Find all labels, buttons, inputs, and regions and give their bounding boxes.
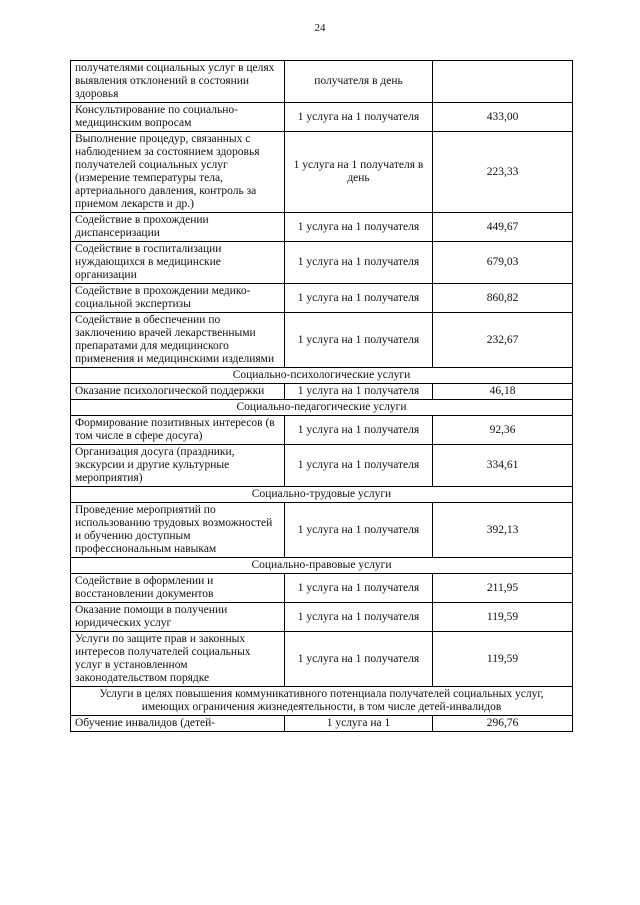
unit-cell: 1 услуга на 1 <box>285 716 433 732</box>
price-cell: 46,18 <box>433 384 573 400</box>
service-name-cell: Консультирование по социально-медицинским вопросам <box>71 103 285 132</box>
price-cell: 392,13 <box>433 503 573 558</box>
service-name-cell: Организация досуга (праздники, экскурсии и другие культурные мероприятия) <box>71 445 285 487</box>
page-number: 24 <box>314 22 326 34</box>
unit-cell: 1 услуга на 1 получателя <box>285 632 433 687</box>
unit-cell: 1 услуга на 1 получателя <box>285 574 433 603</box>
unit-cell: 1 услуга на 1 получателя <box>285 503 433 558</box>
unit-cell: 1 услуга на 1 получателя <box>285 284 433 313</box>
table-row <box>71 284 573 313</box>
section-title: Социально-правовые услуги <box>71 558 573 574</box>
table-row <box>71 632 573 687</box>
unit-cell: 1 услуга на 1 получателя <box>285 213 433 242</box>
price-cell: 92,36 <box>433 416 573 445</box>
table-row <box>71 574 573 603</box>
section-title: Социально-трудовые услуги <box>71 487 573 503</box>
section-title: Услуги в целях повышения коммуникативного потенциала получателей социальных услуг, имеющих ограничения жизнедеятельности, в том числе детей-инвалидов <box>71 687 573 716</box>
price-cell: 223,33 <box>433 132 573 213</box>
section-header-row <box>71 687 573 716</box>
service-name-cell: получателями социальных услуг в целях выявления отклонений в состоянии здоровья <box>71 61 285 103</box>
service-name-cell: Обучение инвалидов (детей- <box>71 716 285 732</box>
price-cell: 119,59 <box>433 603 573 632</box>
service-name-cell: Выполнение процедур, связанных с наблюдением за состоянием здоровья получателей социальных услуг (измерение температуры тела, артериального давления, контроль за приемом лекарств и др.) <box>71 132 285 213</box>
price-cell: 860,82 <box>433 284 573 313</box>
unit-cell: 1 услуга на 1 получателя в день <box>285 132 433 213</box>
service-name-cell: Оказание психологической поддержки <box>71 384 285 400</box>
table-row <box>71 716 573 732</box>
service-name-cell: Содействие в прохождении медико-социальной экспертизы <box>71 284 285 313</box>
service-name-cell: Содействие в прохождении диспансеризации <box>71 213 285 242</box>
price-cell: 232,67 <box>433 313 573 368</box>
service-name-cell: Услуги по защите прав и законных интересов получателей социальных услуг в установленном законодательством порядке <box>71 632 285 687</box>
unit-cell: 1 услуга на 1 получателя <box>285 103 433 132</box>
unit-cell: 1 услуга на 1 получателя <box>285 603 433 632</box>
price-cell: 679,03 <box>433 242 573 284</box>
price-cell: 119,59 <box>433 632 573 687</box>
table-row <box>71 213 573 242</box>
service-name-cell: Формирование позитивных интересов (в том числе в сфере досуга) <box>71 416 285 445</box>
table-row <box>71 445 573 487</box>
section-title: Социально-педагогические услуги <box>71 400 573 416</box>
table-row <box>71 416 573 445</box>
service-name-cell: Содействие в госпитализации нуждающихся в медицинские организации <box>71 242 285 284</box>
table-row <box>71 384 573 400</box>
table-row <box>71 103 573 132</box>
unit-cell: 1 услуга на 1 получателя <box>285 313 433 368</box>
unit-cell: 1 услуга на 1 получателя <box>285 445 433 487</box>
table-row <box>71 603 573 632</box>
price-cell: 449,67 <box>433 213 573 242</box>
table-row <box>71 242 573 284</box>
service-name-cell: Проведение мероприятий по использованию трудовых возможностей и обучению доступным профессиональным навыкам <box>71 503 285 558</box>
tariff-table <box>70 60 573 732</box>
price-cell: 334,61 <box>433 445 573 487</box>
section-title: Социально-психологические услуги <box>71 368 573 384</box>
service-name-cell: Содействие в оформлении и восстановлении документов <box>71 574 285 603</box>
price-cell: 211,95 <box>433 574 573 603</box>
table-row <box>71 313 573 368</box>
section-header-row <box>71 400 573 416</box>
table-row <box>71 132 573 213</box>
unit-cell: 1 услуга на 1 получателя <box>285 384 433 400</box>
table-row <box>71 61 573 103</box>
price-cell <box>433 61 573 103</box>
tariff-table-body <box>71 61 573 732</box>
unit-cell: 1 услуга на 1 получателя <box>285 242 433 284</box>
service-name-cell: Содействие в обеспечении по заключению врачей лекарственными препаратами для медицинского применения и медицинскими изделиями <box>71 313 285 368</box>
section-header-row <box>71 487 573 503</box>
price-cell: 296,76 <box>433 716 573 732</box>
section-header-row <box>71 368 573 384</box>
unit-cell: 1 услуга на 1 получателя <box>285 416 433 445</box>
service-name-cell: Оказание помощи в получении юридических услуг <box>71 603 285 632</box>
section-header-row <box>71 558 573 574</box>
unit-cell: получателя в день <box>285 61 433 103</box>
price-cell: 433,00 <box>433 103 573 132</box>
table-row <box>71 503 573 558</box>
